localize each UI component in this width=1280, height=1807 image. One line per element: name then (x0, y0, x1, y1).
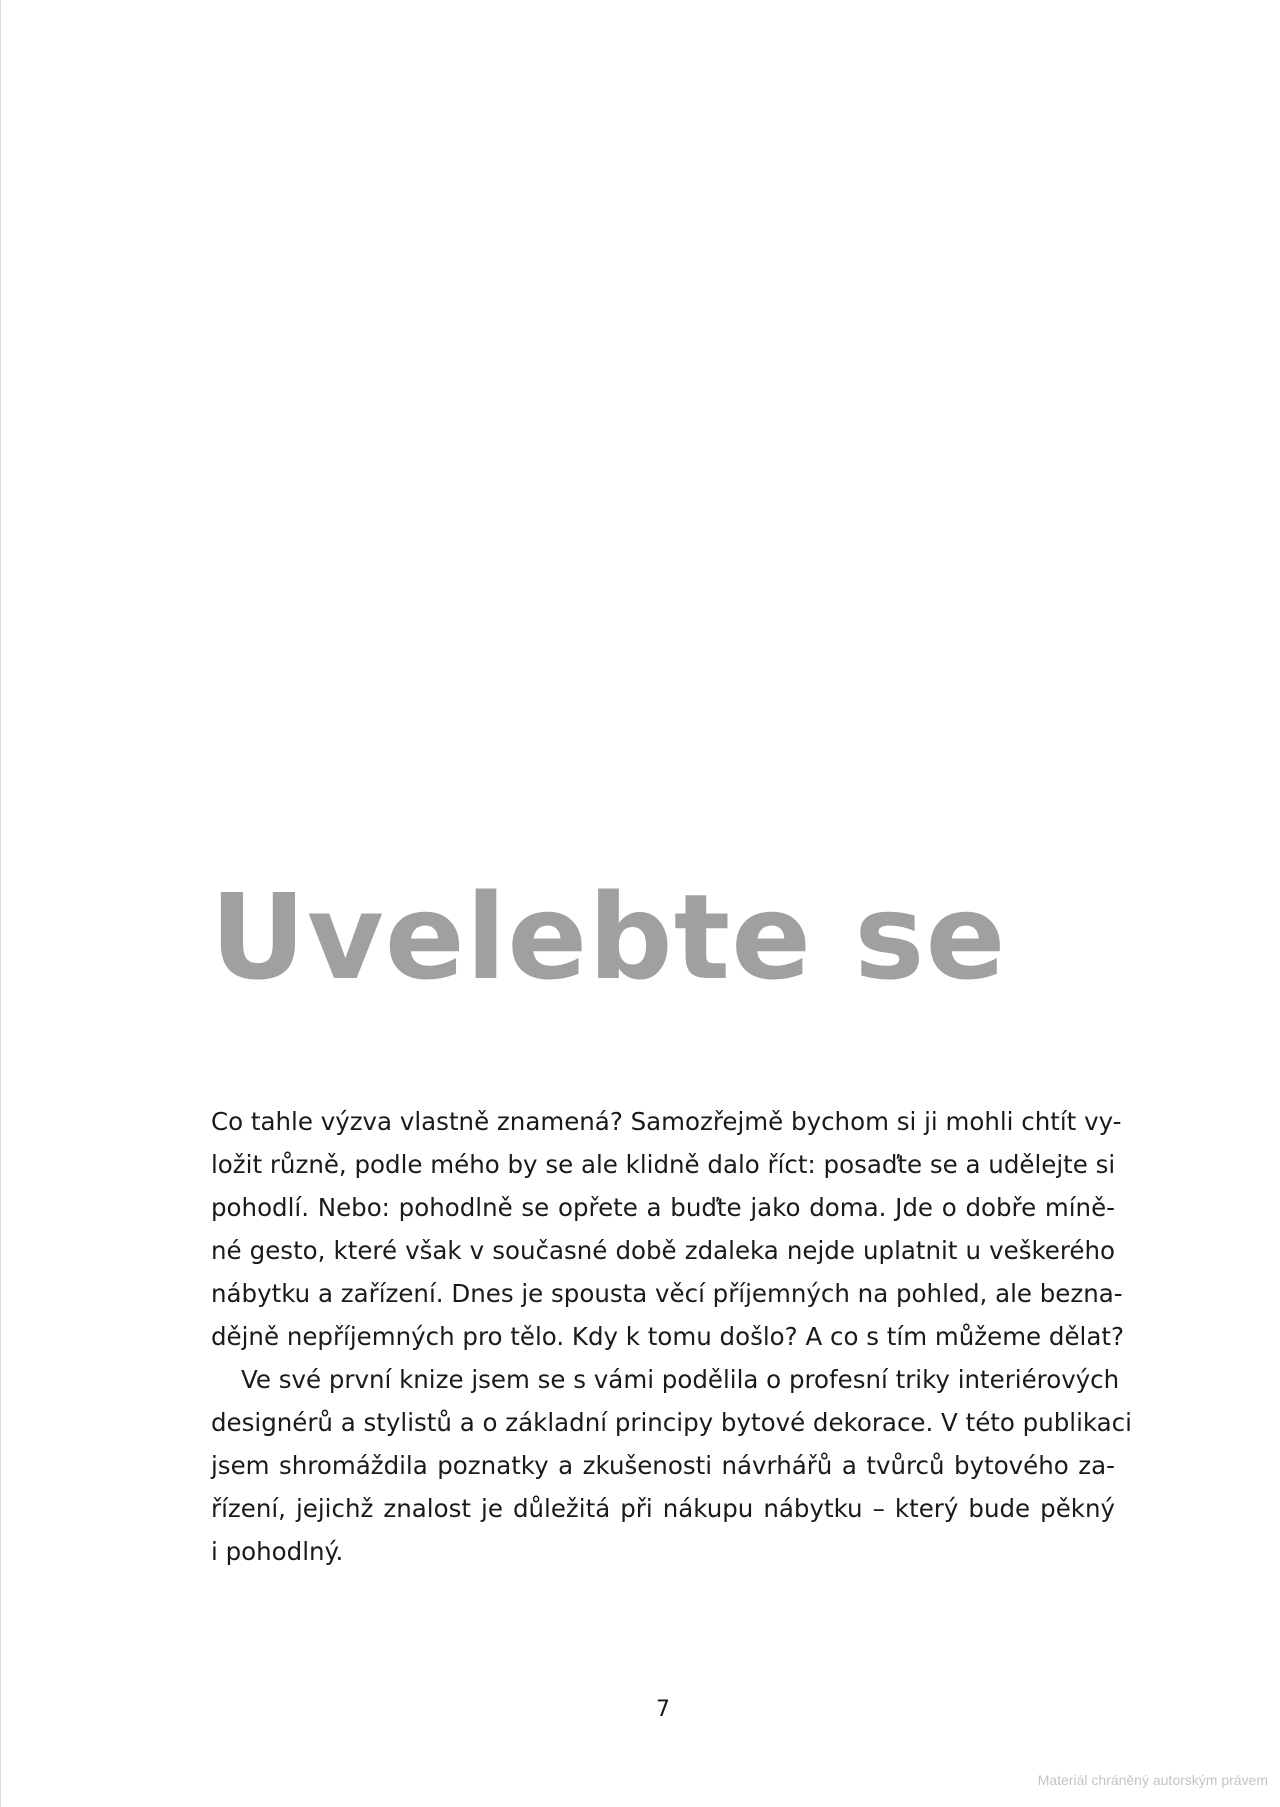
text-line: i pohodlný. (211, 1537, 344, 1566)
text-line: řízení, jejichž znalost je důležitá při nákupu nábytku – který bude pěkný (211, 1494, 1115, 1523)
page-number: 7 (656, 1697, 670, 1722)
text-line: dějně nepříjemných pro tělo. Kdy k tomu došlo? A co s tím můžeme dělat? (211, 1322, 1124, 1351)
paragraph-2 (211, 1358, 1132, 1573)
text-line: né gesto, které však v současné době zdaleka nejde uplatnit u veškerého (211, 1236, 1115, 1265)
chapter-title: Uvelebte se (210, 868, 1007, 1006)
page-edge-divider (0, 0, 1, 1807)
paragraph-1 (211, 1100, 1124, 1358)
text-line: designérů a stylistů a o základní principy bytové dekorace. V této publikaci (211, 1408, 1132, 1437)
text-line: jsem shromáždila poznatky a zkušenosti návrhářů a tvůrců bytového za- (211, 1451, 1115, 1480)
text-line: Ve své první knize jsem se s vámi podělila o profesní triky interiérových (241, 1365, 1120, 1394)
body-text (211, 1100, 1132, 1573)
text-line: pohodlí. Nebo: pohodlně se opřete a buďte jako doma. Jde o dobře míně- (211, 1193, 1115, 1222)
text-line: ložit různě, podle mého by se ale klidně dalo říct: posaďte se a udělejte si (211, 1150, 1116, 1179)
copyright-watermark: Materiál chráněný autorským právem (1037, 1772, 1268, 1788)
text-line: Co tahle výzva vlastně znamená? Samozřejmě bychom si ji mohli chtít vy- (211, 1107, 1122, 1136)
text-line: nábytku a zařízení. Dnes je spousta věcí příjemných na pohled, ale bezna- (211, 1279, 1123, 1308)
